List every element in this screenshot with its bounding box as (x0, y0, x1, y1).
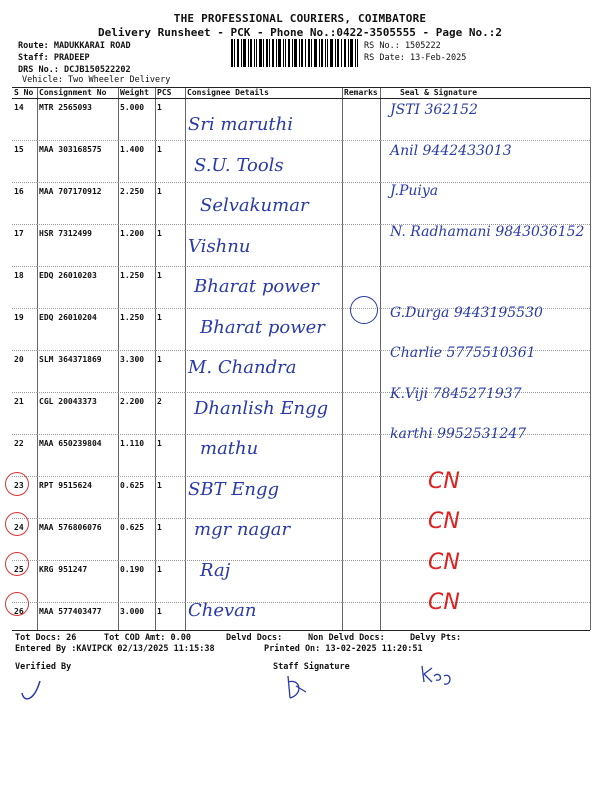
cell-sno: 18 (12, 267, 37, 309)
handwritten-seal: N. Radhamani 9843036152 (390, 223, 585, 240)
cell-weight: 5.000 (118, 99, 155, 141)
tot-docs: Tot Docs: 26 (15, 633, 77, 643)
cell-sno: 16 (12, 183, 37, 225)
cell-remarks (342, 477, 380, 519)
mark-circle (5, 592, 29, 616)
cell-weight: 0.190 (118, 561, 155, 603)
printed-on: Printed On: 13-02-2025 11:20:51 (264, 644, 423, 654)
handwritten-consignee: SBT Engg (188, 478, 280, 500)
rs-no: RS No.: 1505222 (364, 41, 441, 51)
handwritten-seal: J.Puiya (390, 183, 439, 199)
cell-remarks (342, 351, 380, 393)
cn-mark: CN (428, 590, 460, 615)
handwritten-consignee: Dhanlish Engg (194, 397, 329, 419)
cell-pcs: 1 (155, 267, 185, 309)
col-seal: Seal & Signature (380, 87, 590, 99)
cell-consignment: RPT 9515624 (37, 477, 118, 519)
table-row (12, 561, 590, 603)
cell-seal (380, 477, 590, 519)
handwritten-consignee: Raj (200, 559, 231, 581)
cell-weight: 1.400 (118, 141, 155, 183)
cell-remarks (342, 435, 380, 477)
cell-consignment: KRG 951247 (37, 561, 118, 603)
cell-sno: 26 (12, 603, 37, 645)
table-row (12, 99, 590, 141)
cell-seal (380, 267, 590, 309)
cell-pcs: 1 (155, 99, 185, 141)
route: Route: MADUKKARAI ROAD (18, 41, 131, 51)
runsheet-table (12, 87, 590, 644)
handwritten-consignee: Bharat power (200, 316, 325, 338)
staff-signature-label: Staff Signature (273, 662, 350, 672)
col-remarks: Remarks (342, 87, 380, 99)
col-sno: S No (12, 87, 37, 99)
col-pcs: PCS (155, 87, 185, 99)
cn-mark: CN (428, 468, 460, 494)
delvd-docs: Delvd Docs: (226, 633, 283, 643)
non-delvd-docs: Non Delvd Docs: (308, 633, 385, 643)
delvy-pts: Delvy Pts: (410, 633, 462, 643)
cn-mark: CN (428, 549, 460, 575)
cell-remarks (342, 183, 380, 225)
entered-by: Entered By :KAVIPCK 02/13/2025 11:15:38 (15, 644, 215, 654)
handwritten-consignee: mgr nagar (194, 519, 291, 540)
handwritten-consignee: S.U. Tools (194, 154, 284, 176)
cell-pcs: 1 (155, 225, 185, 267)
cell-remarks (342, 225, 380, 267)
cell-weight: 1.200 (118, 225, 155, 267)
col-consignee: Consignee Details (185, 87, 342, 99)
verifier-signature (18, 675, 48, 705)
cell-weight: 2.200 (118, 393, 155, 435)
cn-mark: CN (428, 509, 460, 534)
cell-sno: 21 (12, 393, 37, 435)
handwritten-consignee: Sri maruthi (188, 114, 293, 135)
cell-sno: 25 (12, 561, 37, 603)
cell-remarks (342, 141, 380, 183)
cell-pcs: 1 (155, 519, 185, 561)
cell-pcs: 1 (155, 309, 185, 351)
tot-cod: Tot COD Amt: 0.00 (104, 633, 191, 643)
cell-weight: 0.625 (118, 477, 155, 519)
cell-pcs: 1 (155, 435, 185, 477)
handwritten-seal: G.Durga 9443195530 (390, 304, 543, 321)
mark-circle (5, 512, 29, 536)
drs-no: DRS No.: DCJB150522202 (18, 65, 131, 75)
cell-consignment: MAA 576806076 (37, 519, 118, 561)
cell-remarks (342, 561, 380, 603)
handwritten-consignee: Selvakumar (200, 195, 309, 216)
stamp-signature (418, 662, 458, 688)
cell-pcs: 1 (155, 603, 185, 645)
cell-consignment: MTR 2565093 (37, 99, 118, 141)
cell-consignment: HSR 7312499 (37, 225, 118, 267)
handwritten-consignee: Bharat power (194, 276, 319, 297)
cell-pcs: 2 (155, 393, 185, 435)
handwritten-consignee: Chevan (188, 600, 257, 621)
cell-sno: 20 (12, 351, 37, 393)
cell-weight: 1.250 (118, 309, 155, 351)
cell-sno: 24 (12, 519, 37, 561)
cell-pcs: 1 (155, 351, 185, 393)
cell-sno: 14 (12, 99, 37, 141)
cell-sno: 19 (12, 309, 37, 351)
cell-consignment: MAA 303168575 (37, 141, 118, 183)
cell-consignment: EDQ 26010203 (37, 267, 118, 309)
cell-pcs: 1 (155, 183, 185, 225)
cell-pcs: 1 (155, 477, 185, 519)
table-row (12, 603, 590, 645)
staff: Staff: PRADEEP (18, 53, 90, 63)
cell-weight: 3.000 (118, 603, 155, 645)
cell-remarks (342, 519, 380, 561)
cell-sno: 17 (12, 225, 37, 267)
col-consignment: Consignment No (37, 87, 118, 99)
handwritten-seal: Anil 9442433013 (390, 142, 512, 159)
runsheet-title: Delivery Runsheet - PCK - Phone No.:0422-3505555 - Page No.:2 (98, 26, 502, 39)
cell-remarks (342, 393, 380, 435)
cell-consignment: MAA 577403477 (37, 603, 118, 645)
cell-consignment: MAA 707170912 (37, 183, 118, 225)
cell-weight: 1.250 (118, 267, 155, 309)
vehicle: Vehicle: Two Wheeler Delivery (22, 75, 171, 85)
cell-pcs: 1 (155, 141, 185, 183)
mark-circle (5, 472, 29, 496)
handwritten-consignee: mathu (200, 438, 259, 459)
rs-date: RS Date: 13-Feb-2025 (364, 53, 467, 63)
mark-circle (5, 552, 29, 576)
cell-seal (380, 519, 590, 561)
table-header (12, 87, 590, 99)
handwritten-consignee: M. Chandra (188, 357, 297, 378)
cell-consignment: EDQ 26010204 (37, 309, 118, 351)
cell-weight: 3.300 (118, 351, 155, 393)
handwritten-seal: JSTI 362152 (390, 102, 478, 118)
staff-signature (282, 672, 312, 702)
handwritten-seal: K.Viji 7845271937 (390, 385, 522, 402)
cell-seal (380, 561, 590, 603)
cell-pcs: 1 (155, 561, 185, 603)
cell-consignment: CGL 20043373 (37, 393, 118, 435)
table-row (12, 477, 590, 519)
cell-consignment: MAA 650239804 (37, 435, 118, 477)
cell-weight: 2.250 (118, 183, 155, 225)
cell-remarks (342, 99, 380, 141)
cell-weight: 1.110 (118, 435, 155, 477)
table-row (12, 519, 590, 561)
barcode (231, 39, 358, 67)
handwritten-seal: karthi 9952531247 (390, 426, 527, 442)
cell-sno: 23 (12, 477, 37, 519)
cell-sno: 22 (12, 435, 37, 477)
remark-circle (350, 296, 378, 324)
cell-sno: 15 (12, 141, 37, 183)
cell-weight: 0.625 (118, 519, 155, 561)
verified-by: Verified By (15, 662, 72, 672)
col-weight: Weight (118, 87, 155, 99)
company-title: THE PROFESSIONAL COURIERS, COIMBATORE (173, 12, 427, 25)
handwritten-consignee: Vishnu (188, 235, 251, 257)
handwritten-seal: Charlie 5775510361 (390, 345, 536, 361)
cell-consignment: SLM 364371869 (37, 351, 118, 393)
